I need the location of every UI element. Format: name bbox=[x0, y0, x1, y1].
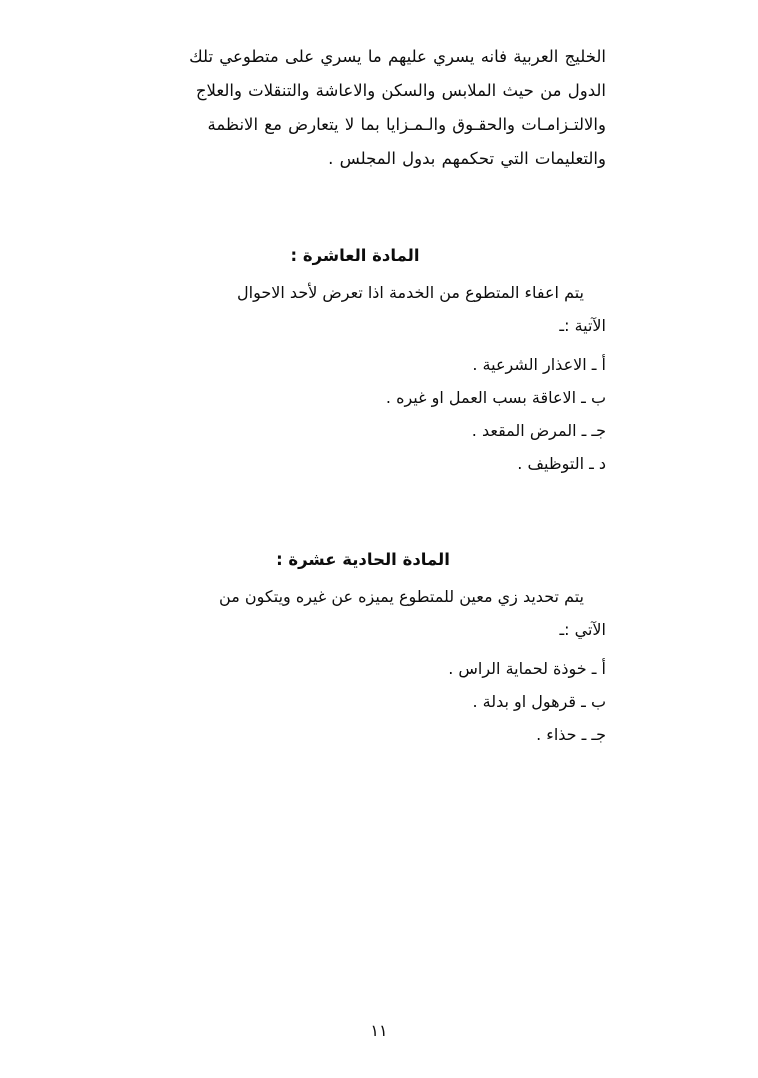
intro-line-4: والتعليمات التي تحكمهم بدول المجلس . bbox=[328, 149, 606, 168]
page-number: ١١ bbox=[370, 1021, 388, 1040]
intro-line-3: والالتـزامـات والحقـوق والـمـزايا بما لا يتعارض مع الانظمة bbox=[207, 115, 606, 134]
article-ten-body-line-1: يتم اعفاء المتطوع من الخدمة اذا تعرض لأحد الاحوال bbox=[237, 283, 584, 302]
intro-line-1: الخليج العربية فانه يسري عليهم ما يسري على متطوعي تلك bbox=[189, 47, 606, 66]
intro-line-2: الدول من حيث الملابس والسكن والاعاشة والتنقلات والعلاج bbox=[195, 81, 606, 100]
list-item: جـ ـ حذاء . bbox=[536, 725, 606, 744]
list-item: ب ـ قرهول او بدلة . bbox=[472, 692, 606, 711]
list-item: أ ـ خوذة لحماية الراس . bbox=[448, 659, 606, 678]
list-item: جـ ـ المرض المقعد . bbox=[471, 421, 606, 440]
spacer-after-intro bbox=[140, 176, 606, 210]
list-item: ب ـ الاعاقة بسب العمل او غيره . bbox=[385, 388, 606, 407]
list-item: أ ـ الاعذار الشرعية . bbox=[472, 355, 606, 374]
article-eleven-item-list bbox=[140, 652, 606, 751]
article-eleven-section bbox=[140, 544, 606, 751]
article-eleven-heading: المادة الحادية عشرة : bbox=[276, 550, 450, 569]
intro-paragraph bbox=[140, 40, 606, 176]
list-item: د ـ التوظيف . bbox=[517, 454, 606, 473]
article-eleven-body-line-2: الآتي :ـ bbox=[559, 620, 606, 639]
article-ten-body-line-2: الآتية :ـ bbox=[559, 316, 606, 335]
article-eleven-body-line-1: يتم تحديد زي معين للمتطوع يميزه عن غيره ويتكون من bbox=[219, 587, 584, 606]
article-ten-section bbox=[140, 240, 606, 480]
article-ten-heading: المادة العاشرة : bbox=[290, 246, 420, 265]
page-content bbox=[140, 40, 606, 751]
spacer-between-articles bbox=[140, 480, 606, 514]
article-ten-item-list bbox=[140, 348, 606, 480]
